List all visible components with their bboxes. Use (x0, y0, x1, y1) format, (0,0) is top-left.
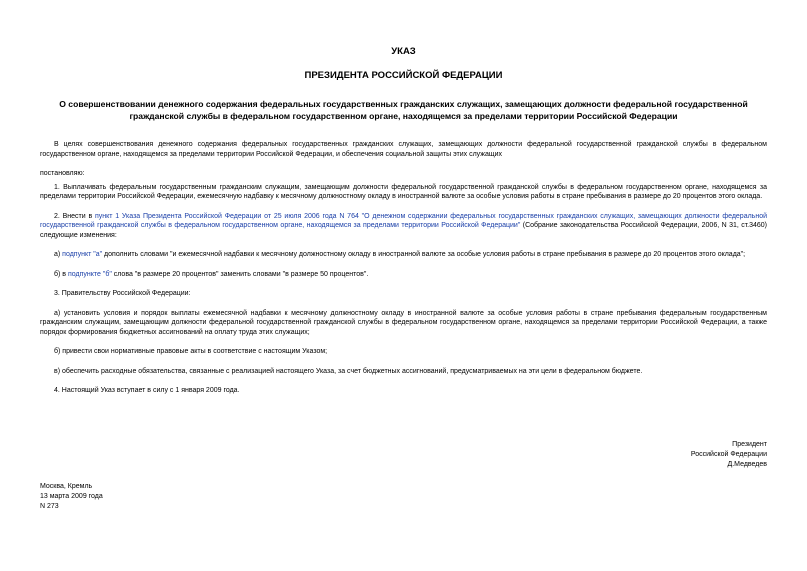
item-2-suffix: (Собрание законодательства Российской Федерации, 2006, N 31, ст.3460) следующие изменения: (40, 222, 768, 239)
item-4: 4. Настоящий Указ вступает в силу с 1 января 2009 года. (54, 387, 240, 394)
signature-position: Президент (732, 441, 767, 448)
item-2a (40, 250, 767, 260)
signature-block (691, 440, 767, 470)
item-3a: а) установить условия и порядок выплаты ежемесячной надбавки к месячному должностному окладу в иностранной валюте за особые условия работы в стране пребывания федеральным государственным гражданским служащим, замещающим должности федеральной государственной гражданской службы в федеральном государственном органе, находящемся за пределами территории Российской Федерации, а также порядок формирования бюджетных ассигнований на оплату труда этих служащих; (40, 309, 767, 336)
signature-name: Д.Медведев (727, 461, 767, 468)
signature-country: Российской Федерации (690, 451, 767, 458)
item-2a-prefix: а) (54, 251, 63, 258)
issuer-title: ПРЕЗИДЕНТА РОССИЙСКОЙ ФЕДЕРАЦИИ (304, 70, 503, 81)
item-1: 1. Выплачивать федеральным государственным гражданским служащим, замещающим должности федеральной государственной гражданской службы в федеральном государственном органе, находящемся за пределами территории Российской Федерации, ежемесячную надбавку к месячному должностному окладу в иностранной валюте за особые условия работы в стране пребывания в размере до 20 процентов этого оклада. (40, 183, 767, 200)
item-2-prefix: 2. Внести в (54, 212, 95, 220)
item-2b-reference-link[interactable]: подпункте "б" (67, 270, 112, 278)
document-type-title: УКАЗ (391, 46, 416, 57)
preamble: В целях совершенствования денежного содержания федеральных государственных гражданских служащих, замещающих должности федеральной государственной гражданской службы в федеральном государственном органе, находящемся за пределами территории Российской Федерации, и обеспечения социальной защиты этих служащих (40, 141, 767, 158)
item-3b: б) привести свои нормативные правовые акты в соответствие с настоящим Указом; (54, 348, 328, 355)
item-2a-suffix: дополнить словами "и ежемесячной надбавки к месячному должностному окладу в иностранной валюте за особые условия работы в стране пребывания в размере до 20 процентов этого оклада"; (102, 251, 746, 258)
item-2 (40, 212, 767, 241)
item-2a-reference-link[interactable]: подпункт "а" (62, 251, 103, 258)
decree-subject: О совершенствовании денежного содержания федеральных государственных гражданских служащих, замещающих должности федеральной государственной гражданской службы в федеральном государственном органе, находящемся за пределами территории Российской Федерации (59, 99, 748, 121)
place-date-block (40, 482, 103, 512)
item-2b-suffix: слова "в размере 20 процентов" заменить словами "в размере 50 процентов". (111, 270, 369, 278)
decree-body (40, 140, 767, 406)
date: 13 марта 2009 года (40, 493, 103, 500)
item-3: 3. Правительству Российской Федерации: (54, 290, 191, 297)
decree-number: N 273 (40, 503, 59, 510)
decree-word: постановляю: (40, 170, 85, 177)
item-2b (40, 270, 767, 280)
item-2-reference-link[interactable]: пункт 1 Указа Президента Российской Федерации от 25 июля 2006 года N 764 "О денежном содержании федеральных государственных гражданских служащих, замещающих должности федеральной государственной гражданской службы в федеральном государственном органе, находящемся за пределами территории Российской Федерации" (40, 212, 767, 229)
item-3c: в) обеспечить расходные обязательства, связанные с реализацией настоящего Указа, за счет бюджетных ассигнований, предусматриваемых на эти цели в федеральном бюджете. (54, 367, 643, 375)
item-2b-prefix: б) в (54, 270, 68, 278)
place: Москва, Кремль (40, 483, 93, 490)
